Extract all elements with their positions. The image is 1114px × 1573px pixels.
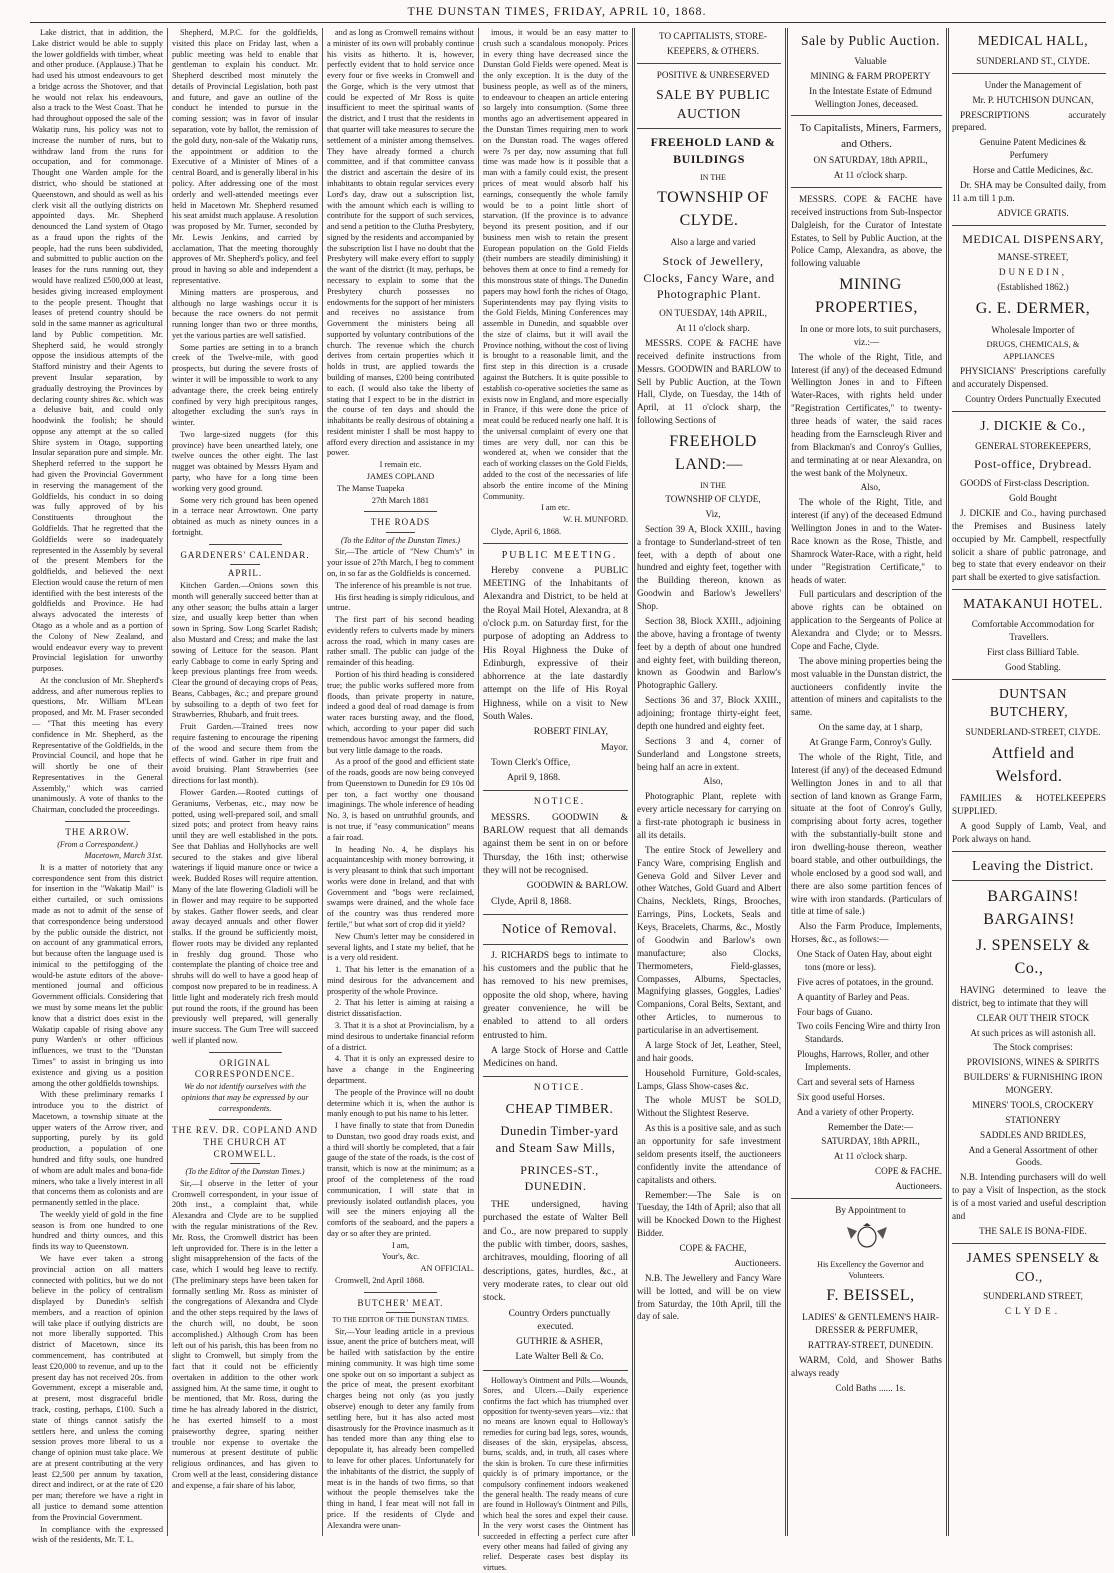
ad-text: Viz, <box>705 508 721 519</box>
column-7 <box>952 28 1106 1536</box>
divider <box>364 511 438 512</box>
paragraph: Mining matters are prosperous, and although no large washings occur it is because the race owners do not permit running longer than two or three months, yet the various parties are well satisfied. <box>172 287 318 340</box>
column-rule <box>478 28 479 1536</box>
ad-heading: Notice of Removal. <box>501 920 618 936</box>
paragraph: Sir,—I observe in the letter of your Cromwell correspondent, in your issue of 20th inst., a complaint that, while Alexandra and Clyde are to be supplied with the regular ministrations of the Rev. Mr. Ross, the Cromwell district has been left unprovided for. There is in the letter a slight misapprehension of the facts of the case, which I would beg leave to rectify. (The preliminary steps have been taken for formally settling Mr. Ross as minister of the congregations of Alexandra and Clyde and the other steps required by the laws of the church will, no doubt, be soon accomplished.) Although Crom has been left out of his parish, this has been from no slight to Cromwell, but simply from the fact that it could not be efficiently overtaken in addition to the other work assigned him. At the same time, it ought to be mentioned, that Mr. Ross, during the time he has already labored in the district, he has exerted himself to a most praiseworthy degree, sparing neither trouble nor expense to overtake the numerous at present destitute of public religious ordinances, and has given to Crom well at the least, considering distance and expense, a fair share of his labor, <box>172 1178 318 1490</box>
ad-body: HAVING determined to leave the district, beg to intimate that they will <box>952 984 1106 1008</box>
ad-body: Full particulars and description of the above rights can be obtained on application to the Sergeants of Police at Alexandra and Clyde; or to Messrs. Cope and Fache, Clyde. <box>791 589 942 651</box>
ad-body: The entire Stock of Jewellery and Fancy Ware, comprising English and Geneva Gold and Silver Lever and other Watches, Gold Guard and Albert Chains, Necklets, Rings, Brooches, Earrings, Pins, Lockets, Seals and Keys, Bracelets, Charms, &c., Mostly of Goodwin and Barlow's own manufacture; also Clocks, Thermometers, Field-glasses, Compasses, Albums, Spectacles, Magnifying glasses, Goggles, Ladies' Companions, Coral Belts, Sextant, and other Articles, to numerous to particularise in an advertisement. <box>637 844 781 1036</box>
ad-text: SUNDERLAND ST., CLYDE. <box>976 55 1090 66</box>
ad-text: BUILDERS' & FURNISHING IRON MONGERY. <box>963 1072 1103 1096</box>
signature: GUTHRIE & ASHER, <box>516 1337 603 1348</box>
divider <box>791 187 942 188</box>
dateline: April 9, 1868. <box>507 773 561 784</box>
ad-text: His Excellency the Governor and Volunteers. <box>817 1259 924 1280</box>
ad-text: CLEAR OUT THEIR STOCK <box>976 1012 1090 1023</box>
heading-butchers-meat: BUTCHER' MEAT. <box>357 1297 444 1308</box>
list-item: A quantity of Barley and Peas. <box>797 991 910 1002</box>
ad-text: Mr. P. HUTCHISON DUNCAN, <box>972 94 1094 105</box>
paragraph: 1. That his letter is the emanation of a mind desirous for the advancement and prosperity of the whole Province. <box>327 965 474 996</box>
divider <box>386 532 415 533</box>
royal-crest-icon <box>837 1223 897 1249</box>
ad-text: By Appointment to <box>835 1204 906 1215</box>
ad-text: STATIONERY <box>1005 1114 1061 1125</box>
paragraph: Flower Garden.—Rooted cuttings of Geraniums, Verbenas, etc., may now be potted, using well-prepared soil, and small sized pots; and protect from heavy rains until they are well established in the pots. See that Dahlias and Hollyhocks are well secured to the stakes and give liberal waterings if liquid manure once or twice a week. Budded Roses will require attention. Many of the late flowering Gladioli will be in flower and may require to be supported by stakes. Gather flower seeds, and clear away decayed annuals and other flower stalks. If the ground be sufficiently moist, flower roots may be divided any replanted in freshly dug ground. Those who contemplate the planting of choice tree and shrubs will do well to have a good heap of compost now prepared to be in readiness. A little light and moderately rich fresh mould put round the roots, if the ground has been previously well prepared, will generally insure success. The Gum Tree will succeed well if planted now. <box>172 787 318 1045</box>
column-rule <box>946 28 949 1536</box>
ad-text: RATTRAY-STREET, DUNEDIN. <box>807 1340 934 1351</box>
heading-arrow: THE ARROW. <box>65 827 130 838</box>
divider <box>952 225 1106 226</box>
paragraph: It is a matter of notoriety that any correspondence sent from this district for insertion in the "Wakatip Mail" is either curtailed, or such omissions made as not to admit of the sense of that correspondence being understood by the public outside the district, not on account of any grammatical errors, but because often the language used is inimical to the pettifogging of the would-be astute editors of the above-mentioned journal and officious Government officials. Considering that we must by some means let the public know that a district does exist in the Wakatip capable of rising above any puny Warden's or other officious influences, we trust to the "Dunstan Times" to assist in bringing us into existence and giving us a position among the other goldfields townships. <box>32 862 163 1088</box>
paragraph: Portion of his third heading is considered true; the public works suffered more from floods, than private property in nature, indeed a good deal of road damage is from water races bursting away, and the flood, which, according to your paper did such tremendous havoc amongst the farmers, did but very little damage to the roads. <box>327 670 474 755</box>
to-editor: (To the Editor of the Dunstan Times.) <box>340 536 461 546</box>
paragraph: Kitchen Garden.—Onions sown this month will generally succeed better than at any other season; the bulbs attain a larger size, and usually keep better than when sown in Spring. Sow Long Scarlet Radish; also Mustard and Cress; and make the last sowing of Lettuce for the season. Plant early Cabbage to come in early Spring and keep previous plantings free from weeds. Clear the ground of decaying crops of Peas, Beans, Cabbages, &c.; and prepare ground by subsoiling to a depth of two feet for Strawberries, Rhubarb, and fruit trees. <box>172 581 318 720</box>
paragraph: In compliance with the expressed wish of the residents, Mr. T. L. <box>32 1524 163 1545</box>
ad-text: Good Stabling. <box>1005 661 1061 672</box>
ad-heading: G. E. DERMER, <box>975 299 1091 317</box>
ad-text: Country Orders Punctually Executed <box>965 393 1101 404</box>
ad-text: Also, <box>860 482 881 493</box>
ad-text: THE SALE IS BONA-FIDE. <box>979 1225 1087 1236</box>
ad-heading: FREEHOLD LAND & BUILDINGS <box>650 135 776 167</box>
paragraph: In heading No. 4, he displays his acquaintanceship with money borrowing, it is very pleasant to think that such important works were done in Ireland, and that with Government and "bogs were reclaimed, swamps were drained, and the whole face of the country was thus rendered more fertile," but what sort of crop did it yield? <box>327 844 474 930</box>
paragraph: imous, it would be an easy matter to crush such a scandalous monopoly. Prices in every thing have decreased since the Dunstan Gold Fields were opened. Meat is the only exception. It is the duty of the business people, as well as of the miners, to endeavour to cheapen an article entering so largely into consumption. (Some three months ago an advertisement appeared in the Dunstan Times requiring men to work on the Dunstan road. The wages offered were 7s per day, now assuming that full time was made how is it possible that a man with a family could exist, the present prices of meat would absorb half his earnings, consequently the whole family would be to a point little short of starvation. (If the province is to advance beyond its present position, and if our business men wish to retain the present European population on the Gold Fields (their numbers are steadily diminishing) it behoves them at once to find a remedy for this monstrous state of things. The Dunedin papers may howl forth the riches of Otago, Superintendents may pay flying visits to the Gold Fields, Mining Conferences may assemble in Dunedin, and squabble over the size of claims, but it will avail the Province nothing, without the cost of living is brought to a reasonable limit, and the first step in this direction is a crusade against the Butchers. It is quite possible to establish co-operative societies the same as exists now in England, and more especially in France, if this were done the price of meat could be reduced nearly one half. It is the universal complaint of every one that times are very dull, nor can this be wondered at, when we consider that the each of working classes on the Gold Fields, added to the cost of the necessaries of life absorb the entire income of the Mining Community. <box>483 28 628 501</box>
ad-body: J. RICHARDS begs to intimate to his customers and the public that he has removed to his new premises, opposite the old shop, where, having greater convenience, he will be enabled to attend to all orders entrusted to him. <box>483 950 628 1041</box>
paragraph: The inference of his preamble is not true. <box>335 580 472 590</box>
paragraph: Fruit Garden.—Trained trees now require fastening to encourage the ripening of the wood and secure them from the effects of wind. Gather in ripe fruit and avoid bruising. Plant Strawberries (see directions for last month). <box>172 722 318 786</box>
heading-the-roads: THE ROADS <box>370 517 431 528</box>
signature-title: Late Walter Bell & Co. <box>515 1352 604 1363</box>
divider <box>952 851 1106 852</box>
list-item: Two coils Fencing Wire and thirty Iron Standards. <box>797 1021 941 1045</box>
paragraph: Some parties are setting in to a branch creek of the Twelve-mile, with good prospects, but during the severe frosts of winter it will be impossible to work to any advantage there, the creek being entirely confined by very high precipitous ranges, altogether excluding the sun's rays in winter. <box>172 342 318 428</box>
ad-body: The whole of the Right, Title, and Interest (if any) of the deceased Edmund Wellington Jones in and to all that section of land known as Grange Farm, situate at the foot of Conroy's Gully, comprising about forty acres, together with the substantially-built stone and iron dwelling-house thereon, weather board stable, and other outbuildings, the whole enclosed by a good sod wall, and there are also some partition fences of wire with iron standards. (Particulars of title at time of sale.) <box>791 751 942 917</box>
dateline: 27th March 1881 <box>371 495 430 505</box>
ad-body: Also the Farm Produce, Implements, Horses, &c., as follows:— <box>791 921 942 945</box>
ad-body: MESSRS. GOODWIN & BARLOW request that all demands against them be sent in on or before Thursday, the 16th inst; otherwise they will not be recognised. <box>483 812 628 876</box>
ad-heading: J. SPENSELY & Co., <box>975 937 1091 977</box>
ad-text: On the same day, at 1 sharp, <box>818 722 923 733</box>
paragraph: 3. That it is a shot at Provincialism, by a mind desirous to undertake financial reform of a district. <box>327 1021 474 1052</box>
ad-body: The whole of the Right, Title, and Interest (if any) of the deceased Edmund Wellington Jones in and to Fifteen Water-Races, with rights held under "Registration Certificates," to twenty-three heads of water, the said races heading from the Earnscleugh River and from Blackman's and Conroy's Gullies, and terminating at or near Alexandra, on the west bank of the Molyneux. <box>791 351 942 478</box>
signature: W. H. MUNFORD. <box>563 515 628 525</box>
ad-body: N.B. Intending purchasers will do well to pay a Visit of Inspection, as the stock is of a most varied and useful description and <box>952 1172 1106 1221</box>
ad-text: First class Billiard Table. <box>986 646 1080 657</box>
ad-text: Town Clerk's Office, <box>491 757 571 768</box>
ad-text: DRUGS, CHEMICALS, & APPLIANCES <box>986 339 1080 362</box>
signoff: Your's, &c. <box>381 1252 420 1262</box>
ad-heading: To Capitalists, Miners, Farmers, and Others. <box>799 122 942 150</box>
ad-body: A large Stock of Jet, Leather, Steel, and hair goods. <box>637 1039 781 1063</box>
ad-text: Also a large and varied <box>670 236 756 247</box>
paragraph: As a proof of the good and efficient state of the roads, goods are now being conveyed from Queenstown to Dunedin for £9 10s 0d per ton, a fact worthy one thousand imaginings. The whole inference of heading No. 3, is based on untruthful grounds, and is not true, if "easy communication" means a fair road. <box>327 757 474 842</box>
ad-cheap-timber <box>483 1082 628 1364</box>
divider <box>952 73 1106 74</box>
ad-section: Sections 36 and 37, Block XXIII., adjoining; frontage thirty-eight feet, depth one hundred and eighty feet. <box>637 695 781 731</box>
column-1 <box>32 28 163 1545</box>
ad-body: J. DICKIE and Co., having purchased the Premises and Business lately occupied by Mr. Campbell, respectfully solicit a share of public patronage, and beg to state that every endeavor on their part shall be exerted to give satisfaction. <box>952 507 1106 583</box>
ad-date: ON TUESDAY, 14th APRIL, <box>659 308 767 319</box>
divider <box>65 821 131 822</box>
ad-text: Remember the Date:— <box>827 1121 914 1132</box>
column-4 <box>483 28 628 1572</box>
column-rule <box>785 28 788 1536</box>
heading-april: APRIL. <box>227 568 263 579</box>
ad-heading: KEEPERS, & OTHERS. <box>667 45 759 56</box>
ad-heading: J. DICKIE & Co., <box>980 417 1086 433</box>
paragraph: At the conclusion of Mr. Shepherd's address, and after numerous replies to questions, Mr. William M'Lean proposed, and Mr. M. Fraser seconded — "That this meeting has every confidence in Mr. Shepherd, as the Representative of the Goldfields, in the Provincial Council, and hope that he will shortly be one of their Representatives in the General Assembly," which was carried unanimously. A vote of thanks to the Chairman, concluded the proceedings. <box>32 675 163 815</box>
ad-heading: MEDICAL HALL, <box>977 33 1089 48</box>
ad-text: SUNDERLAND-STREET, CLYDE. <box>965 727 1101 738</box>
ad-section: Section 38, Block XXIII., adjoining the above, having a frontage of twenty feet by a depth of about one hundred and eighty feet, with building thereon, known as Goodwin and Barlow's Photographic Gallery. <box>637 615 781 691</box>
ad-notice-removal <box>483 920 628 1072</box>
divider <box>637 128 781 129</box>
ad-text: IN THE <box>700 480 726 490</box>
heading-gardeners-calendar: GARDENERS' CALENDAR. <box>180 549 310 560</box>
ad-body: As this is a positive sale, and as such an opportunity for safe investment seldom presents itself, the auctioneers confidently invite the attendance of capitalists and others. <box>637 1123 781 1185</box>
list-item: Ploughs, Harrows, Roller, and other Implements. <box>797 1049 930 1073</box>
ad-body: Photographic Plant, replete with every article necessary for carrying on a first-rate photograph ic business in all its details. <box>637 791 781 840</box>
signature: JAMES COPLAND <box>366 472 435 482</box>
ad-date: ON SATURDAY, 18th APRIL, <box>813 155 928 166</box>
paragraph: We have ever taken a strong provincial action on all matters connected with politics, but we do not believe in the policy of centralism displayed by Dunedin's selfish members, and a reaction of opinion will take place if outlying districts are not more liberally supported. This district of Macetown, since its commencement, has contributed at least £20,000 to revenue, and up to the present day has not received 20s. from Government, except a miserable and, at present, most disgraceful bridle track, costing, perhaps, £100. Such a state of things cannot satisfy the settlers here, and unless the coming session proves more liberal to us a change of opinion must take place. We are at present contributing at the very least £2,500 per annum by taxation, direct and indirect, or at the rate of £20 per man; therefore we have a right in all justice to demand some attention from the Provincial Government. <box>32 1254 163 1522</box>
divider <box>483 944 628 945</box>
editorial-note: We do not identify ourselves with the opinions that may be expressed by our correspondents. <box>181 1082 309 1113</box>
ad-body: Dr. SHA may be Consulted daily, from 11 a.m till 1 p.m. <box>952 179 1106 203</box>
column-2 <box>172 28 318 1536</box>
dateline: Macetown, March 31st. <box>84 851 163 861</box>
ad-text: Cold Baths ...... 1s. <box>835 1382 906 1393</box>
ad-text: PROVISIONS, WINES & SPIRITS <box>966 1057 1100 1068</box>
list-item: Cart and several sets of Harness <box>797 1076 915 1087</box>
ad-body: FAMILIES & HOTELKEEPERS SUPPLIED. <box>952 793 1106 816</box>
divider <box>791 115 942 116</box>
ad-text: LADIES' & GENTLEMEN'S HAIR-DRESSER & PERFUMER, <box>802 1312 939 1336</box>
divider <box>230 564 259 565</box>
ad-text: Gold Bought <box>1009 493 1057 504</box>
signoff: I am etc. <box>541 503 570 513</box>
ad-text: Valuable <box>854 55 887 66</box>
ad-body: THE undersigned, having purchased the estate of Walter Bell and Co., are now prepared to supply the public with timber, doors, sashes, architraves, moulding, flooring of all descriptions, gates, hurdles, &c., at very moderate rates, to clear out old stock. <box>483 1200 628 1304</box>
divider <box>364 1292 438 1293</box>
list-item: Five acres of potatoes, in the ground. <box>797 976 934 987</box>
ad-text: The Stock comprises: <box>993 1042 1073 1053</box>
ad-heading: Sale by Public Auction. <box>801 33 940 48</box>
column-3 <box>327 28 474 1536</box>
ad-body: N.B. The Jewellery and Fancy Ware will be lotted, and will be on view from Saturday, the 10th April, till the day of sale. <box>637 1272 781 1322</box>
ad-body: GOODS of First-class Description. <box>960 478 1090 489</box>
ad-heading: NOTICE. <box>533 797 586 808</box>
divider <box>637 63 781 64</box>
ad-text: GENERAL STOREKEEPERS, <box>975 440 1091 451</box>
column-rule <box>632 28 635 1536</box>
divider <box>209 544 282 545</box>
ad-heading: BARGAINS! BARGAINS! <box>983 888 1079 928</box>
paragraph: The first part of his second heading evidently refers to culverts made by miners across the road, which in many cases are rather small. The public can judge of the remainder of this heading. <box>327 615 474 668</box>
divider <box>209 1119 282 1120</box>
ad-text: ADVICE GRATIS. <box>997 207 1069 218</box>
dateline: Clyde, April 8, 1868. <box>491 896 572 907</box>
divider <box>952 679 1106 680</box>
heading-original-correspondence: ORIGINAL CORRESPONDENCE. <box>194 1057 296 1080</box>
list-item: And a variety of other Property. <box>797 1106 914 1117</box>
heading-rev-copland: THE REV. DR. COPLAND AND THE CHURCH AT CROMWELL. <box>172 1125 318 1159</box>
ad-time: At 11 o'clock sharp. <box>833 170 908 181</box>
ad-holloway: Holloway's Ointment and Pills.—Wounds, Sores, and Ulcers.—Daily experience confirms the fact which has triumphed over opposition for twenty-seven years—viz.: that no means are known equal to Holloway's remedies for curing bad legs, sores, wounds, diseases of the skin, erysipelas, abscess, burns, scalds, and, in truth, all cases where the skin is broken. To cure these infirmities quickly is of primary importance, or the compulsory confinement indoors weakened the general health. The ready means of cure are found in Holloway's Ointment and Pills, which heal the sores and expel their cause. In the very worst cases the Ointment has succeeded in effecting a perfect cure after every other means had failed of giving any relief. Desperate cases best display its virtues. <box>483 1375 628 1572</box>
signature: GOODWIN & BARLOW. <box>526 881 628 892</box>
masthead: THE DUNSTAN TIMES, FRIDAY, APRIL 10, 1868. <box>407 4 707 18</box>
paragraph: Two large-sized nuggets (for this province) have been unearthed lately, one twelve ounces the other eight. The last nugget was obtained by Messrs Hyam and party, who have for a long time been working very good ground. <box>172 429 318 493</box>
ad-section: Section 39 A, Block XXIII., having a frontage to Sunderland-street of ten feet, with a depth of about one hundred and eighty feet, together with the Building thereon, known as Goodwin and Barlow's Jewellers' Shop. <box>637 523 781 612</box>
ad-time: At 11 o'clock sharp. <box>833 1151 908 1162</box>
signature-title: Auctioneers. <box>895 1181 942 1192</box>
ad-text: TOWNSHIP OF CLYDE, <box>665 494 761 505</box>
ad-heading: TOWNSHIP OF CLYDE. <box>657 189 769 229</box>
paragraph: The weekly yield of gold in the fine season is from one hundred to one hundred and thirty ounces, and this finds its way to Queenstown. <box>32 1209 163 1252</box>
byline: (From a Correspondent.) <box>57 839 138 849</box>
ad-body: MESSRS. COPE & FACHE have received definite instructions from Messrs. GOODWIN and BARLOW to Sell by Public Auction, at the Town Hall, Clyde, on Tuesday, the 14th of April, at 11 o'clock sharp, the following Sections of <box>637 337 781 426</box>
ad-body: MESSRS. COPE & FACHE have received instructions from Sub-Inspector Dalgleish, for the Curator of Intestate Estates, to Sell by Public Auction, at the Police Camp, Alexandra, as above, the following valuable <box>791 193 942 269</box>
list-item: One Stack of Oaten Hay, about eight tons (more or less). <box>797 949 932 972</box>
ad-date: SATURDAY, 18th APRIL, <box>821 1136 920 1147</box>
ad-heading: MINING & FARM PROPERTY <box>810 70 931 81</box>
to-editor: TO THE EDITOR OF THE DUNSTAN TIMES. <box>332 1316 469 1325</box>
divider <box>483 1076 628 1077</box>
column-6 <box>791 28 942 1536</box>
ad-text: Genuine Patent Medicines & Perfumery <box>979 137 1087 161</box>
column-5 <box>637 28 781 1536</box>
ad-notice-goodwin <box>483 796 628 908</box>
ad-subheading: PRINCES-ST., DUNEDIN. <box>520 1162 599 1194</box>
ad-body: WARM, Cold, and Shower Baths always ready <box>791 1355 942 1378</box>
ad-text: And a General Assortment of other Goods. <box>968 1144 1098 1168</box>
divider <box>952 411 1106 412</box>
signature-title: Auctioneers. <box>734 1257 781 1268</box>
ad-text: Wholesale Importer of <box>991 325 1075 336</box>
ad-section: Sections 3 and 4, corner of Sunderland and Longstone streets, being half an acre in extent. <box>637 735 781 772</box>
divider <box>386 1312 415 1313</box>
ad-text: At such prices as will astonish all. <box>970 1027 1096 1038</box>
ad-public-meeting <box>483 549 628 786</box>
ad-body: Household Furniture, Gold-scales, Lamps, Glass Show-cases &c. <box>637 1067 781 1091</box>
paragraph: Some very rich ground has been opened in a terrace near Arrowtown. One party obtained as much as ninety ounces in a fortnight. <box>172 495 318 537</box>
ad-heading: NOTICE. <box>533 1083 586 1094</box>
ad-text: SADDLES AND BRIDLES, <box>980 1129 1086 1140</box>
ad-heading: DUNTSAN BUTCHERY, <box>989 685 1069 720</box>
ad-text: Under the Management of <box>984 79 1082 90</box>
ad-heading: Leaving the District. <box>972 857 1094 873</box>
dateline: Clyde, April 6, 1868. <box>491 526 562 536</box>
ad-text: CLYDE. <box>1005 1306 1061 1317</box>
ad-text: Also, <box>703 776 723 787</box>
ad-text: (Established 1862.) <box>997 282 1069 293</box>
ad-body: A good Supply of Lamb, Veal, and Pork always on hand. <box>952 820 1106 844</box>
paragraph: 2. That his letter is aiming at raising a district dissatisfaction. <box>327 998 474 1019</box>
paragraph: New Chum's letter may be considered in several lights, and I state my belief, that he is a very old resident. <box>327 931 474 963</box>
ad-heading: Attfield and Welsford. <box>991 745 1075 785</box>
paragraph: Sir,—The article of "New Chum's" in your issue of 27th March, I beg to comment on, in so far as the Goldfields is concerned. <box>327 547 474 579</box>
signature: COPE & FACHE, <box>679 1243 747 1254</box>
ad-heading: PUBLIC MEETING. <box>501 549 618 561</box>
paragraph: and as long as Cromwell remains without a minister of its own will probably continue his visits as hitherto. It is, however, perfectly evident that to hold service once every four or five weeks in Cromwell and the Gorge, which is the very utmost that could be expected of Mr Ross is quite insufficient to meet the spiritual wants of the district, and I trust that the residents in that quarter will take measures to secure the settlement of a minister among themselves. They have already formed a church committee, and if that committee canvass the district and ascertain the desire of its inhabitants to obtain regular services every Lord's day, draw out a subscription list, with the amount which each is willing to contribute for the support of such services, and send a petition to the Clutha Presbytery, signed by the residents and accompanied by the subscription list I have no doubt that the Presbytery will make every effort to supply the want of the district (It may, perhaps, be necessary to explain to some that the Presbytery church possesses no endowments for the support of her ministers and receives no assistance from Government the ministers being all supported by voluntary contributions of the church. The revenue which the church derives from certain properties which it holds in trust, are applied towards the building of manses, £200 being contributed to each. (I would also take the liberty of stating that I expect to be in the district in the course of ten days and should the inhabitants be really desirous of obtaining a resident minister I shall be most happy to afford every direction and assistance in my power. <box>327 28 475 458</box>
paragraph: With these preliminary remarks I introduce you to the district of Macetown, a township situate at the upper waters of the Arrow river, and supporting, purely by its gold production, a population of one hundred and fifty souls, one hundred of whom are adult males and bona-fide miners, who take a lively interest in all that concerns them as colonists and are permanently settled in the place. <box>32 1090 163 1208</box>
ad-heading: MEDICAL DISPENSARY, <box>962 231 1104 246</box>
ad-text: SUNDERLAND STREET, <box>983 1291 1083 1302</box>
top-rule <box>30 22 1106 23</box>
ad-text: Comfortable Accommodation for Travellers. <box>971 619 1095 642</box>
ad-heading: TO CAPITALISTS, STORE- <box>659 31 767 41</box>
divider <box>483 543 628 544</box>
divider <box>952 880 1106 881</box>
divider <box>952 1243 1106 1244</box>
paragraph: I have finally to state that from Dunedin to Dunstan, two good dray roads exist, and a third will shortly be completed, that a fair gauge of the state of the roads, is the cost of transit, which is now at the minimum; as a proof of the completeness of the road communication, I will state that in previously isolated outlandish places, you will see the miners enjoying all the comforts of the seaboard, and the papers a day or so after they are printed. <box>327 1121 474 1238</box>
ad-text: DUNEDIN, <box>998 267 1068 278</box>
ad-heading: SALE BY PUBLIC AUCTION <box>656 86 770 121</box>
ad-body: Hereby convene a PUBLIC MEETING of the Inhabitants of Alexandra and District, to be held at the Royal Mail Hotel, Alexandra, at 8 o'clock p.m. on Saturday first, for the purpose of adopting an Address to His Royal Highness the Duke of Edinburgh, expressive of their abhorrence at the late dastardly attempt on the life of His Royal Highness, while on a visit to New South Wales. <box>483 565 628 722</box>
ad-text: At Grange Farm, Conroy's Gully. <box>809 737 932 748</box>
paragraph: Lake district, that in addition, the Lake district would be able to supply the lower goldfields with timber, wheat and other produce. (Applause.) That he had used his utmost endeavours to get a bridge across the Shotover, and that he would not relax his endeavours, also a track to the West Coast. That he had throughout opposed the sale of the Wakatip runs, his policy was not to increase the number of runs, but to withdraw land from the runs for occupation, and for commonage. Thought one Warden ample for the district, who should be stationed at Queenstown, and should as well as his clerk visit all the outlying districts on appointed days. Mr. Shepherd denounced the Land system of Otago as a fraud upon the rights of the people, had the runs been subdivided, and submitted to public auction on the leases for the runs running out, they would have realized £500,000 at least, besides giving increased employment to the people present. Thought that leases of pretend country should be sold in the same manner as agricultural land by Public competition. Mr. Shepherd said, he would strongly oppose the insidious attempts of the Stafford ministry and their Agents to prevent Insular separation, by gradually destroying the Provinces by declaring county shires &c. which was a delusive bait, and could only hoodwink the foolish; he should oppose any attempt at the so called Shire system in Otago, supporting Insular separation pure and simple. Mr. Shepherd referred to the support he had given the Provincial Government in reserving the management of the Goldfields, his conduct in so doing was fully approved of by his Constituents throughout the Goldfields. That he regretted that the Goldfields were so inadequately represented in the Assembly by several of the present Members for the goldfields, and believed the next Election would cause the return of men identified with the best interests of the goldfields and Province. He had always advocated the interests of Otago as a whole and as a portion of the Colony of New Zealand, and would endeavor every way to prevent Provincial legislation for unworthy purposes. <box>32 28 163 674</box>
signature-title: Mayor. <box>600 742 628 753</box>
dateline: Cromwell, 2nd April 1868. <box>335 1276 425 1286</box>
ad-subheading: Dunedin Timber-yard and Steam Saw Mills, <box>495 1123 619 1156</box>
ad-time: At 11 o'clock sharp. <box>676 323 750 334</box>
paragraph: 4. That it is only an expressed desire to have a change in the Engineering department. <box>327 1054 474 1085</box>
ad-heading: F. BEISSEL, <box>826 1287 915 1305</box>
ad-heading: POSITIVE & UNRESERVED <box>656 69 770 80</box>
divider <box>483 1370 628 1371</box>
ad-heading: Stock of Jewellery, Clocks, Fancy Ware, and Photographic Plant. <box>643 253 775 302</box>
ad-text: Country Orders punctually executed. <box>508 1308 611 1332</box>
ad-body: The whole MUST be SOLD, Without the Slightest Reserve. <box>637 1095 781 1119</box>
ad-heading: CHEAP TIMBER. <box>505 1100 614 1116</box>
ad-text: MANSE-STREET, <box>997 252 1069 263</box>
list-item: Four bags of Guano. <box>797 1006 873 1017</box>
ad-body: The whole of the Right, Title, and interest (if any) of the deceased Edmund Wellington Jones in and to the Water-Race known as the Rose, Thistle, and Shamrock Water-Race, with a right, held under "Registration Certificate," to heads of water. <box>791 497 942 585</box>
signature: ROBERT FINLAY, <box>533 727 608 738</box>
signature: COPE & FACHE. <box>875 1166 942 1177</box>
ad-text: In the Intestate Estate of Edmund Wellington Jones, deceased. <box>809 85 932 109</box>
list-item: Six good useful Horses. <box>797 1091 885 1102</box>
to-editor: (To the Editor of the Dunstan Times.) <box>185 1167 305 1177</box>
paragraph: Sir,—Your leading article in a previous issue, anent the price of butchers meat, will be hailed with satisfaction by the entire mining community. It was high time some one spoke out on so important a subject as the price of meat, the present exorbitant charges being not only (as you justly observe) enough to deter any family from settling here, but it has also acted most disastrously for the Province inasmuch as it has tended more than any thing else to depopulate it, has already been compelled to leave for other places. Unfortunately for the inhabitants of the district, the supply of meat is in the hands of two firms, so that without the people themselves take the thing in hand, I fear meat will not fall in price. If the residents of Clyde and Alexandra were unan- <box>327 1326 474 1530</box>
ad-text: In one or more lots, to suit purchasers, viz.:— <box>799 323 942 347</box>
ad-heading: Post-office, Drybread. <box>974 457 1092 472</box>
divider <box>483 914 628 915</box>
ad-body: PRESCRIPTIONS accurately prepared. <box>952 109 1106 133</box>
ad-body: Remember:—The Sale is on Tuesday, the 14th of April; also that all will be Knocked Down to the Highest Bidder. <box>637 1189 781 1239</box>
ad-heading: JAMES SPENSELY & CO., <box>966 1249 1100 1284</box>
paragraph: The people of the Province will no doubt determine which it is, when the author is manly enough to put his name to his letter. <box>327 1087 474 1119</box>
column-rule <box>167 28 168 1536</box>
column-rule <box>322 28 323 1536</box>
signature: AN OFFICIAL. <box>420 1264 474 1274</box>
ad-text: IN THE <box>700 173 726 182</box>
ad-text: MINERS' TOOLS, CROCKERY <box>971 1099 1095 1110</box>
divider <box>483 790 628 791</box>
ad-heading: MATAKANUI HOTEL. <box>963 596 1103 612</box>
divider <box>791 1198 942 1199</box>
signoff: I remain etc. <box>379 460 422 470</box>
ad-heading: FREEHOLD LAND:— <box>669 433 757 473</box>
divider <box>209 1052 282 1053</box>
ad-body: The above mining properties being the most valuable in the Dunstan district, the auctioneers confidently invite the attention of miners and capitalists to the same. <box>791 655 942 718</box>
ad-heading: MINING PROPERTIES, <box>815 276 918 316</box>
ad-body: A large Stock of Horse and Cattle Medicines on hand. <box>483 1045 628 1070</box>
divider <box>230 1163 259 1164</box>
address: The Manse Tuapeka <box>337 483 405 493</box>
ad-body: PHYSICIANS' Prescriptions carefully and accurately Dispensed. <box>952 365 1106 389</box>
ad-text: Horse and Cattle Medicines, &c. <box>972 165 1094 176</box>
paragraph: Shepherd, M.P.C. for the goldfields, visited this place on Friday last, when a public meeting was held to enable that gentleman to explain his conduct. Mr. Shepherd described most minutely the details of Provincial Legislation, both past and future, and gave an outline of the conduct he intended to pursue in the coming session; was in favor of insular separation, vote by ballot, the remission of the gold duty, non-sale of the Wakatip runs, the appointment or addition to the Executive of a Minister of Mines of a central Board, and is generally liberal in his policy. After addressing one of the most orderly and well-attended meetings ever held in Macetown Mr. Shepherd resumed his seat amidst much applause. A resolution was proposed by Mr. Turner, seconded by Mr. Lewis Jenkins, and carried by acclamation, That the meeting thoroughly approves of Mr. Shepherd's policy, and feel proud in having so able and independent a representative. <box>172 28 318 285</box>
divider <box>952 589 1106 590</box>
paragraph: His first heading is simply ridiculous, and untrue. <box>327 592 474 613</box>
signoff: I am, <box>391 1240 410 1250</box>
